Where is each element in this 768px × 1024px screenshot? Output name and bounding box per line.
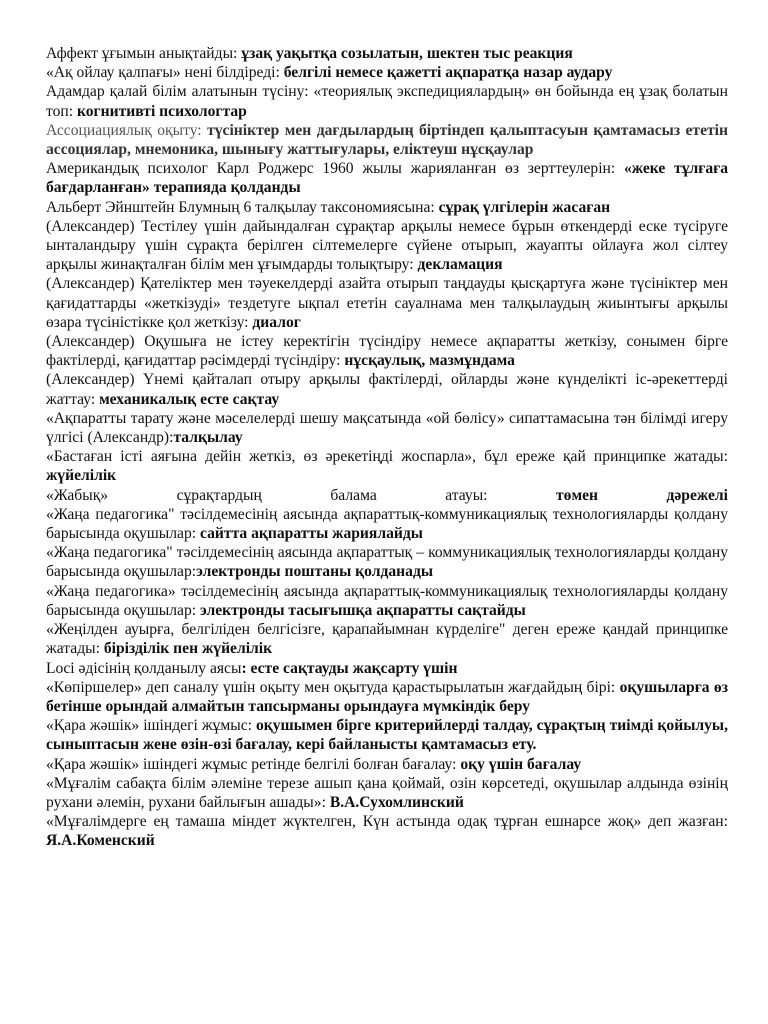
answer-text: диалог xyxy=(252,313,301,331)
answer-text: «жеке тұлғаға бағдарланған» терапияда қолданды xyxy=(46,160,728,197)
qa-entry-7 xyxy=(46,217,728,275)
qa-entry-8 xyxy=(46,274,728,332)
qa-entry-16 xyxy=(46,582,728,620)
answer-text: ұзақ уақытқа созылатын, шектен тыс реакция xyxy=(241,45,573,62)
question-text: «Қара жәшік» ішіндегі жұмыс ретінде белгілі болған бағалау: xyxy=(46,755,461,773)
question-text: «Жаңа педагогика" тәсілдемесінің аясында ақпараттық – коммуникациялық технологияларды қолдану барысында оқушылар: xyxy=(46,544,728,581)
question-text: «Жабық» сұрақтардың балама атауы: xyxy=(46,486,557,504)
answer-text: оқушыларға өз бетінше орындай алмайтын тапсырманы орындауға мүмкіндік беру xyxy=(46,678,728,715)
question-text: (Александер) Қателіктер мен тәуекелдерді азайта отырып таңдауды қысқартуға және түсініктер мен қағидаттарды «жеткізуді» тездетуге ықпал ететін сауалнама мен талқылаудың жиынтығы арқылы өзара түсіністікке қол жеткізу: xyxy=(46,275,728,331)
qa-entry-23 xyxy=(46,812,728,850)
answer-text: төмен дәрежелі xyxy=(556,486,729,504)
qa-entry-2 xyxy=(46,63,728,82)
qa-entry-18 xyxy=(46,659,728,678)
question-text: «Мұғалімдерге ең тамаша міндет жүктелген, Күн астында одақ тұрған ешнарсе жоқ» деп жазған: xyxy=(46,813,728,831)
question-text: Аффект ұғымын анықтайды: xyxy=(46,45,242,62)
answer-text: бірізділік пен жүйелілік xyxy=(103,640,273,658)
qa-entry-5 xyxy=(46,159,728,197)
question-text: «Қара жәшік» ішіндегі жұмыс: xyxy=(46,717,256,735)
qa-entry-13 xyxy=(46,486,728,505)
qa-entry-21 xyxy=(46,755,728,774)
qa-entry-6 xyxy=(46,198,728,217)
answer-text: сұрақ үлгілерін жасаған xyxy=(438,198,611,216)
answer-text: белгілі немесе қажетті ақпаратқа назар аудару xyxy=(283,64,613,82)
answer-text: декламация xyxy=(417,256,503,274)
qa-entry-19 xyxy=(46,678,728,716)
question-text: «Ақпаратты тарату және мәселелерді шешу мақсатында «ой бөлісу» сипаттамасына тән білімді игеру үлгісі (Александр): xyxy=(46,409,728,447)
qa-entry-11 xyxy=(46,409,728,447)
qa-entry-12 xyxy=(46,447,728,485)
qa-entry-10 xyxy=(46,370,728,408)
question-text: «Жеңілден ауырға, белгіліден белгісізге, қарапайымнан күрделіге" деген ереже қандай принципке жатады: xyxy=(46,621,728,658)
question-text: (Александер) Оқушыға не істеу керектігін түсіндіру немесе ақпаратты жеткізу, сонымен бірге фактілерді, қағидаттар рәсімдерді түсіндіру: xyxy=(46,333,728,370)
question-text: Американдық психолог Карл Роджерс 1960 жылы жарияланған өз зерттеулерін: xyxy=(46,160,624,178)
question-text: «Ақ ойлау қалпағы» нені білдіреді: xyxy=(46,64,284,82)
answer-text: когнитивті психологтар xyxy=(76,102,247,120)
answer-text: : есте сақтауды жақсарту үшін xyxy=(241,659,458,677)
answer-text: В.А.Сухомлинский xyxy=(329,793,464,811)
answer-text: электронды тасығышқа ақпаратты сақтайды xyxy=(200,601,526,619)
qa-entry-3 xyxy=(46,82,728,120)
qa-entry-20 xyxy=(46,716,728,754)
qa-entry-17 xyxy=(46,620,728,658)
question-text: «Жаңа педагогика» тәсілдемесінің аясында ақпараттық-коммуникациялық технологияларды қолдану барысында оқушылар: xyxy=(46,582,728,619)
question-text: (Александер) Тестілеу үшін дайындалған сұрақтар арқылы немесе бұрын өткендерді еске түсіруге ынталандыру үшін сұрақта берілген сілтемелерге сүйене отырып, жауапты ойлауға жол сілтеу арқылы жинақталған білім мен ұғымдарды толықтыру: xyxy=(46,217,728,274)
qa-entry-14 xyxy=(46,505,728,543)
qa-entry-1 xyxy=(46,44,728,63)
question-text: Ассоциациялық оқыту: xyxy=(46,121,208,139)
question-text: Адамдар қалай білім алатынын түсіну: «теориялық экспедициялардың» өн бойында ең ұзақ болатын топ: xyxy=(46,83,728,120)
answer-text: механикалық есте сақтау xyxy=(99,390,280,408)
question-text: «Бастаған істі аяғына дейін жеткіз, өз әрекетіңді жоспарла», бұл ереже қай принципке жатады: xyxy=(46,448,728,466)
question-text: Loci әдісінің қолданылу аясы xyxy=(46,659,242,677)
answer-text: оқушымен бірге критерийлерді талдау, сұрақтың тиімді қойылуы, сыныптасын жене өзін-өзі бағалау, кері байланысты қамтамасыз ету. xyxy=(46,717,728,754)
question-text: Альберт Эйнштейн Блумның 6 талқылау таксономиясына: xyxy=(46,198,439,216)
qa-entry-22 xyxy=(46,774,728,812)
question-text: «Көпіршелер» деп саналу үшін оқыту мен оқытуда қарастырылатын жағдайдың бірі: xyxy=(46,678,620,696)
qa-entry-9 xyxy=(46,332,728,370)
answer-text: сайтта ақпаратты жариялайды xyxy=(200,525,423,543)
qa-entry-15 xyxy=(46,543,728,581)
answer-text: түсініктер мен дағдылардың біртіндеп қалыптасуын қамтамасыз ететін ассоциялар, мнемоника, шынығу жаттығулары, еліктеуш нұсқаулар xyxy=(46,121,728,159)
question-text: «Жаңа педагогика" тәсілдемесінің аясында ақпараттық-коммуникациялық технологияларды қолдану барысында оқушылар: xyxy=(46,505,728,543)
answer-text: нұсқаулық, мазмұндама xyxy=(344,352,515,370)
answer-text: жүйелілік xyxy=(46,467,117,485)
answer-text: электронды поштаны қолданады xyxy=(196,563,434,581)
question-text: (Александер) Үнемі қайталап отыру арқылы фактілерді, ойларды және күнделікті іс-әрекеттерді жаттау: xyxy=(46,371,728,408)
question-text: «Мұғалім сабақта білім әлеміне терезе ашып қана қоймай, озін көрсетеді, оқушылар алдында өзінің рухани әлемін, рухани байлығын ашады»: xyxy=(46,774,728,811)
qa-entry-4 xyxy=(46,121,728,159)
answer-text: талқылау xyxy=(173,429,243,447)
answer-text: оқу үшін бағалау xyxy=(460,755,582,773)
answer-text: Я.А.Коменский xyxy=(46,832,155,850)
